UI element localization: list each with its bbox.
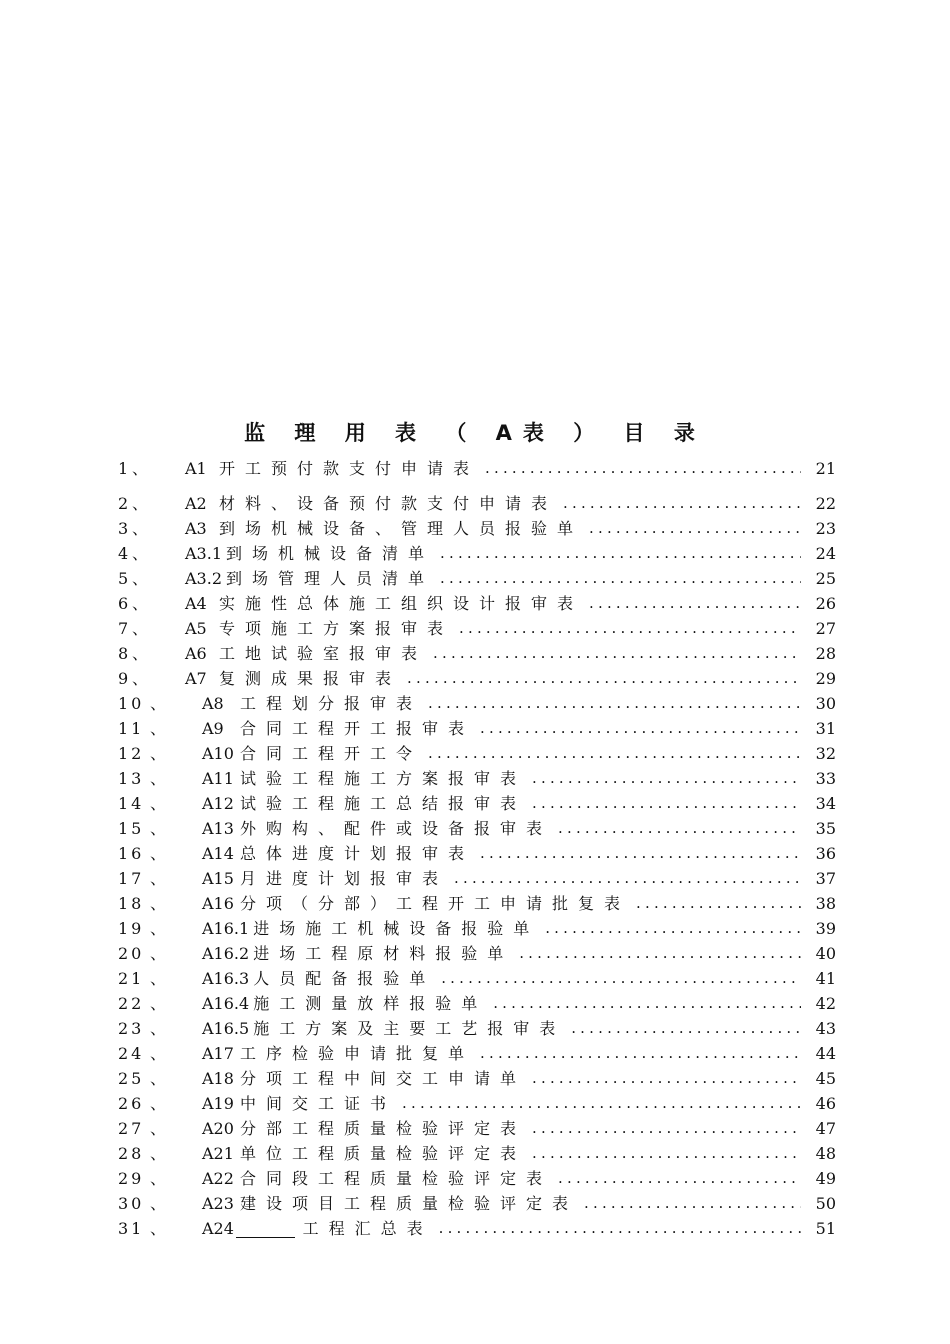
toc-leader-dots [440, 566, 801, 591]
toc-page-number: 51 [815, 1219, 836, 1238]
toc-number: 10 [118, 694, 145, 713]
toc-entry [202, 1116, 805, 1141]
toc-row [0, 991, 950, 1016]
toc-separator: 、 [150, 1069, 167, 1088]
toc-code: A14 [202, 844, 234, 863]
toc-code: A16.2 [202, 944, 250, 963]
toc-title: 试验工程施工方案报审表 [240, 769, 527, 788]
toc-row [0, 456, 950, 481]
toc-page-number: 29 [815, 669, 836, 688]
toc-title: 分部工程质量检验评定表 [240, 1119, 527, 1138]
toc-code: A12 [202, 794, 234, 813]
toc-separator: 、 [132, 519, 149, 538]
toc-entry [202, 841, 805, 866]
toc-title: 进场工程原材料报验单 [253, 944, 514, 963]
toc-leader-dots [545, 916, 801, 941]
toc-separator: 、 [132, 494, 149, 513]
toc-entry [202, 791, 805, 816]
toc-row [0, 766, 950, 791]
toc-page-number: 22 [815, 494, 836, 513]
toc-number: 19 [118, 919, 145, 938]
toc-page-number: 26 [815, 594, 836, 613]
toc-code: A13 [202, 819, 234, 838]
toc-row [0, 891, 950, 916]
toc-number: 30 [118, 1194, 145, 1213]
toc-entry [202, 891, 805, 916]
toc-page-number: 46 [815, 1094, 836, 1113]
toc-title: 试验工程施工总结报审表 [240, 794, 527, 813]
toc-separator: 、 [150, 1169, 167, 1188]
toc-leader-dots [480, 1041, 801, 1066]
toc-title: 工程汇总表 [302, 1219, 433, 1238]
toc-separator: 、 [150, 1194, 167, 1213]
toc-leader-dots [636, 891, 801, 916]
toc-page-number: 24 [815, 544, 836, 563]
toc-row [0, 1066, 950, 1091]
toc-code: A17 [202, 1044, 234, 1063]
toc-title: 施工测量放样报验单 [253, 994, 488, 1013]
toc-title: 专项施工方案报审表 [219, 619, 454, 638]
toc-row [0, 516, 950, 541]
toc-page-number: 31 [815, 719, 836, 738]
toc-row [0, 1041, 950, 1066]
toc-leader-dots [532, 791, 801, 816]
toc-page-number: 23 [815, 519, 836, 538]
toc-row [0, 1166, 950, 1191]
toc-title: 实施性总体施工组织设计报审表 [219, 594, 584, 613]
toc-separator: 、 [150, 944, 167, 963]
toc-leader-dots [428, 691, 801, 716]
page-title: 监 理 用 表 （ A表 ） 目 录 [244, 421, 706, 445]
toc-number: 27 [118, 1119, 145, 1138]
toc-code: A16.4 [202, 994, 250, 1013]
toc-row [0, 616, 950, 641]
toc-number: 16 [118, 844, 145, 863]
toc-leader-dots [439, 1216, 801, 1241]
toc-leader-dots [532, 1141, 801, 1166]
toc-row [0, 1141, 950, 1166]
toc-entry [202, 1016, 805, 1041]
toc-separator: 、 [150, 1019, 167, 1038]
toc-leader-dots [558, 816, 801, 841]
toc-page-number: 47 [815, 1119, 836, 1138]
toc-title: 单位工程质量检验评定表 [240, 1144, 527, 1163]
toc-entry [202, 816, 805, 841]
toc-number: 14 [118, 794, 145, 813]
toc-row [0, 841, 950, 866]
fill-in-blank-line [236, 1219, 295, 1238]
toc-row [0, 716, 950, 741]
toc-separator: 、 [150, 869, 167, 888]
toc-entry [185, 456, 805, 481]
toc-number: 5 [118, 569, 132, 588]
toc-entry [202, 766, 805, 791]
toc-page-number: 42 [815, 994, 836, 1013]
toc-separator: 、 [150, 719, 167, 738]
toc-row [0, 1016, 950, 1041]
toc-code: A10 [202, 744, 234, 763]
toc-row [0, 741, 950, 766]
toc-title: 开工预付款支付申请表 [219, 459, 480, 478]
toc-leader-dots [440, 541, 801, 566]
toc-leader-dots [407, 666, 801, 691]
toc-separator: 、 [150, 894, 167, 913]
toc-number: 28 [118, 1144, 145, 1163]
toc-row [0, 966, 950, 991]
toc-row [0, 491, 950, 516]
toc-title: 进场施工机械设备报验单 [253, 919, 540, 938]
toc-title: 工地试验室报审表 [219, 644, 428, 663]
toc-code: A21 [202, 1144, 234, 1163]
toc-title: 到场机械设备清单 [226, 544, 435, 563]
toc-page-number: 33 [815, 769, 836, 788]
toc-separator: 、 [150, 1119, 167, 1138]
toc-separator: 、 [150, 1144, 167, 1163]
toc-number: 31 [118, 1219, 145, 1238]
toc-page-number: 44 [815, 1044, 836, 1063]
toc-separator: 、 [150, 819, 167, 838]
toc-row [0, 1191, 950, 1216]
toc-row [0, 1216, 950, 1241]
toc-separator: 、 [132, 594, 149, 613]
toc-page-number: 40 [815, 944, 836, 963]
toc-page-number: 34 [815, 794, 836, 813]
toc-entry [202, 1041, 805, 1066]
toc-separator: 、 [132, 644, 149, 663]
toc-code: A3.2 [185, 569, 222, 588]
toc-number: 23 [118, 1019, 145, 1038]
toc-entry [202, 716, 805, 741]
toc-entry [202, 691, 805, 716]
toc-code: A16 [202, 894, 234, 913]
toc-entry [185, 666, 805, 691]
toc-leader-dots [589, 516, 801, 541]
toc-number: 25 [118, 1069, 145, 1088]
toc-number: 17 [118, 869, 145, 888]
toc-entry [202, 916, 805, 941]
toc-code: A19 [202, 1094, 234, 1113]
toc-separator: 、 [150, 919, 167, 938]
toc-title: 材料、设备预付款支付申请表 [219, 494, 558, 513]
toc-number: 7 [118, 619, 132, 638]
toc-number: 18 [118, 894, 145, 913]
toc-page-number: 37 [815, 869, 836, 888]
toc-separator: 、 [132, 459, 149, 478]
toc-number: 21 [118, 969, 145, 988]
toc-separator: 、 [150, 844, 167, 863]
toc-leader-dots [532, 1116, 801, 1141]
toc-title: 中间交工证书 [240, 1094, 397, 1113]
toc-page-number: 50 [815, 1194, 836, 1213]
toc-number: 13 [118, 769, 145, 788]
toc-code: A23 [202, 1194, 234, 1213]
toc-title: 施工方案及主要工艺报审表 [253, 1019, 566, 1038]
toc-title: 外购构、配件或设备报审表 [240, 819, 553, 838]
toc-code: A4 [185, 594, 207, 613]
toc-title: 分项（分部）工程开工申请批复表 [240, 894, 631, 913]
toc-page-number: 49 [815, 1169, 836, 1188]
toc-separator: 、 [132, 544, 149, 563]
toc-page-number: 28 [815, 644, 836, 663]
toc-title: 分项工程中间交工申请单 [240, 1069, 527, 1088]
toc-row [0, 566, 950, 591]
toc-separator: 、 [150, 1044, 167, 1063]
toc-code: A24 [202, 1219, 234, 1238]
toc-number: 26 [118, 1094, 145, 1113]
toc-number: 2 [118, 494, 132, 513]
toc-entry [202, 991, 805, 1016]
toc-row [0, 666, 950, 691]
toc-separator: 、 [150, 969, 167, 988]
toc-leader-dots [571, 1016, 801, 1041]
toc-number: 6 [118, 594, 132, 613]
toc-page-number: 48 [815, 1144, 836, 1163]
toc-code: A3 [185, 519, 207, 538]
toc-number: 4 [118, 544, 132, 563]
toc-row [0, 541, 950, 566]
toc-separator: 、 [132, 669, 149, 688]
toc-row [0, 591, 950, 616]
toc-code: A6 [185, 644, 207, 663]
toc-title: 工序检验申请批复单 [240, 1044, 475, 1063]
toc-leader-dots [493, 991, 801, 1016]
toc-entry [185, 491, 805, 516]
toc-entry [185, 516, 805, 541]
toc-entry [202, 1066, 805, 1091]
toc-code: A1 [185, 459, 207, 478]
toc-page-number: 27 [815, 619, 836, 638]
toc-number: 3 [118, 519, 132, 538]
toc-entry [202, 1091, 805, 1116]
toc-row [0, 791, 950, 816]
toc-title: 建设项目工程质量检验评定表 [240, 1194, 579, 1213]
toc-entry [185, 541, 805, 566]
toc-code: A11 [202, 769, 234, 788]
toc-title: 月进度计划报审表 [240, 869, 449, 888]
toc-title: 合同段工程质量检验评定表 [240, 1169, 553, 1188]
toc-code: A2 [185, 494, 207, 513]
toc-page-number: 35 [815, 819, 836, 838]
toc-leader-dots [589, 591, 801, 616]
toc-leader-dots [454, 866, 801, 891]
toc-row [0, 916, 950, 941]
toc-row [0, 1116, 950, 1141]
toc-leader-dots [480, 841, 801, 866]
toc-leader-dots [558, 1166, 801, 1191]
toc-leader-dots [441, 966, 801, 991]
toc-leader-dots [428, 741, 801, 766]
toc-leader-dots [480, 716, 801, 741]
toc-entry [202, 1166, 805, 1191]
toc-code: A5 [185, 619, 207, 638]
toc-code: A9 [202, 719, 224, 738]
toc-row [0, 941, 950, 966]
toc-separator: 、 [150, 794, 167, 813]
toc-separator: 、 [150, 769, 167, 788]
toc-title: 合同工程开工令 [240, 744, 423, 763]
toc-entry [202, 941, 805, 966]
toc-row [0, 691, 950, 716]
toc-entry [202, 966, 805, 991]
toc-separator: 、 [150, 994, 167, 1013]
toc-leader-dots [584, 1191, 801, 1216]
toc-code: A8 [202, 694, 224, 713]
toc-separator: 、 [150, 1219, 167, 1238]
toc-leader-dots [563, 491, 801, 516]
toc-entry [185, 591, 805, 616]
toc-code: A18 [202, 1069, 234, 1088]
toc-leader-dots [532, 1066, 801, 1091]
toc-number: 22 [118, 994, 145, 1013]
toc-separator: 、 [150, 694, 167, 713]
toc-number: 24 [118, 1044, 145, 1063]
toc-code: A7 [185, 669, 207, 688]
toc-row [0, 816, 950, 841]
toc-leader-dots [532, 766, 801, 791]
toc-row [0, 866, 950, 891]
toc-page-number: 36 [815, 844, 836, 863]
toc-leader-dots [485, 456, 801, 481]
toc-separator: 、 [132, 619, 149, 638]
toc-separator: 、 [150, 744, 167, 763]
toc-title: 总体进度计划报审表 [240, 844, 475, 863]
toc-entry [202, 1191, 805, 1216]
toc-page-number: 41 [815, 969, 836, 988]
toc-entry [202, 741, 805, 766]
toc-title: 合同工程开工报审表 [240, 719, 475, 738]
toc-number: 9 [118, 669, 132, 688]
toc-entry [185, 566, 805, 591]
toc-page-number: 25 [815, 569, 836, 588]
toc-row [0, 641, 950, 666]
toc-entry [202, 1216, 805, 1241]
toc-title: 工程划分报审表 [240, 694, 423, 713]
toc-page-number: 38 [815, 894, 836, 913]
toc-page-number: 45 [815, 1069, 836, 1088]
toc-leader-dots [433, 641, 801, 666]
toc-entry [202, 1141, 805, 1166]
toc-page-number: 43 [815, 1019, 836, 1038]
toc-title: 到场管理人员清单 [226, 569, 435, 588]
toc-entry [202, 866, 805, 891]
toc-separator: 、 [150, 1094, 167, 1113]
toc-row [0, 1091, 950, 1116]
toc-page-number: 21 [815, 459, 836, 478]
toc-code: A16.5 [202, 1019, 250, 1038]
toc-page-number: 30 [815, 694, 836, 713]
toc-code: A16.3 [202, 969, 250, 988]
toc-title: 复测成果报审表 [219, 669, 402, 688]
toc-page-number: 32 [815, 744, 836, 763]
toc-leader-dots [402, 1091, 801, 1116]
toc-entry [185, 616, 805, 641]
toc-number: 1 [118, 459, 132, 478]
toc-code: A16.1 [202, 919, 250, 938]
toc-leader-dots [459, 616, 801, 641]
toc-number: 29 [118, 1169, 145, 1188]
toc-title: 到场机械设备、管理人员报验单 [219, 519, 584, 538]
toc-leader-dots [519, 941, 801, 966]
toc-number: 20 [118, 944, 145, 963]
toc-title: 人员配备报验单 [253, 969, 436, 988]
toc-code: A3.1 [185, 544, 222, 563]
toc-number: 11 [118, 719, 145, 738]
toc-number: 8 [118, 644, 132, 663]
toc-code: A15 [202, 869, 234, 888]
toc-page-number: 39 [815, 919, 836, 938]
toc-number: 12 [118, 744, 145, 763]
toc-separator: 、 [132, 569, 149, 588]
toc-code: A22 [202, 1169, 234, 1188]
toc-entry [185, 641, 805, 666]
toc-code: A20 [202, 1119, 234, 1138]
toc-number: 15 [118, 819, 145, 838]
